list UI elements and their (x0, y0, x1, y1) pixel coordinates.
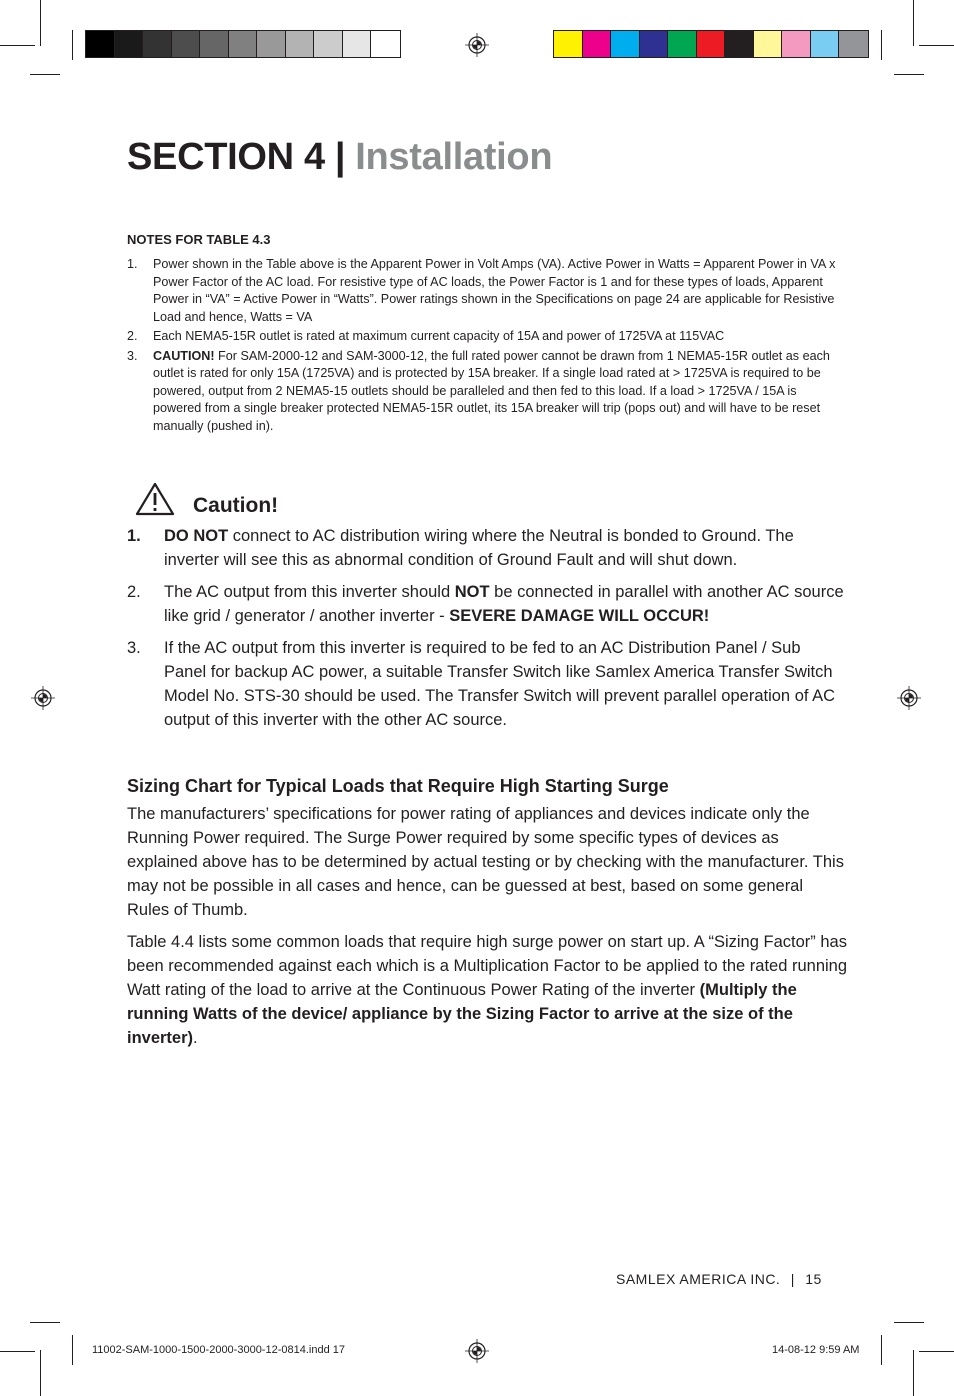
caution-list (127, 524, 847, 740)
sizing-paragraph-2-bold: (Multiply the running Watts of the device/ appliance by the Sizing Factor to arrive at the size of the inverter) (127, 981, 797, 1047)
page-footer (616, 1271, 822, 1287)
footer-separator: | (790, 1271, 795, 1287)
crop-mark-br-v (913, 1350, 914, 1396)
note-text (153, 348, 847, 436)
caution-text (164, 580, 847, 628)
note-number: 1. (127, 257, 138, 271)
caution-heading: Caution! (193, 494, 279, 517)
slug-date: 14-08-12 9:59 AM (772, 1344, 860, 1356)
footer-company: SAMLEX AMERICA INC. (616, 1271, 781, 1287)
process-color-swatch (640, 31, 669, 57)
crop-mark-tr-v (913, 0, 914, 46)
crop-mark-tr-h2 (894, 74, 924, 75)
gray-step-swatch (143, 31, 172, 57)
notes-heading: NOTES FOR TABLE 4.3 (127, 232, 271, 247)
title-separator: | (334, 136, 346, 178)
gray-step-swatch (229, 31, 258, 57)
crop-mark-bl-v2 (72, 1335, 73, 1365)
slug-filename: 11002-SAM-1000-1500-2000-3000-12-0814.indd 17 (92, 1344, 345, 1356)
gray-step-swatch (257, 31, 286, 57)
caution-emphasis: SEVERE DAMAGE WILL OCCUR! (449, 607, 710, 625)
process-color-bar (553, 30, 869, 58)
section-title: Installation (355, 136, 553, 178)
process-color-swatch (554, 31, 583, 57)
gray-step-swatch (115, 31, 144, 57)
gray-step-swatch (86, 31, 115, 57)
sizing-paragraph-2-end: . (193, 1029, 198, 1047)
crop-mark-bl-h2 (30, 1322, 60, 1323)
crop-mark-br-h2 (894, 1322, 924, 1323)
caution-lead: DO NOT (164, 527, 229, 545)
caution-number: 2. (127, 583, 141, 601)
crop-mark-br-h (919, 1351, 954, 1352)
caution-item (127, 636, 847, 732)
note-caution-text: For SAM-2000-12 and SAM-3000-12, the full rated power cannot be drawn from 1 NEMA5-15R outlet as each outlet is rated for only 15A (1725VA) and is protected by 15A breaker. If a single load rated at > 1725VA is required to be powered, output from 2 NEMA5-15 outlets should be paralleled and then fed to this load. If a load > 1725VA / 15A is powered from a single breaker protected NEMA5-15R outlet, its 15A breaker will trip (pops out) and will have to be reset manually (pushed in). (153, 348, 830, 433)
registration-mark-icon (465, 33, 489, 57)
crop-mark-tl-h2 (30, 74, 60, 75)
caution-body: connect to AC distribution wiring where the Neutral is bonded to Ground. The inverter will see this as abnormal condition of Ground Fault and will shut down. (164, 527, 794, 569)
sizing-paragraph-2 (127, 930, 847, 1050)
section-number: SECTION 4 (127, 136, 325, 178)
gray-step-swatch (343, 31, 372, 57)
note-text: Each NEMA5-15R outlet is rated at maximum current capacity of 15A and power of 1725VA at 115VAC (153, 329, 725, 343)
crop-mark-tl-h (0, 45, 35, 46)
caution-number: 1. (127, 527, 141, 545)
process-color-swatch (611, 31, 640, 57)
gray-step-swatch (172, 31, 201, 57)
process-color-swatch (583, 31, 612, 57)
process-color-swatch (754, 31, 783, 57)
note-caution-lead: CAUTION! (153, 348, 215, 363)
crop-mark-tl-v (40, 0, 41, 46)
registration-mark-icon (465, 1339, 489, 1363)
crop-mark-tr-v2 (881, 30, 882, 60)
page-number: 15 (805, 1271, 822, 1287)
process-color-swatch (839, 31, 868, 57)
process-color-swatch (782, 31, 811, 57)
crop-mark-br-v2 (881, 1335, 882, 1365)
caution-item (127, 524, 847, 572)
caution-item (127, 580, 847, 628)
gray-step-swatch (314, 31, 343, 57)
note-item (127, 348, 847, 436)
note-item (127, 328, 847, 346)
sizing-paragraph-1: The manufacturers’ specifications for power rating of appliances and devices indicate only the Running Power required. The Surge Power required by some specific types of devices as explained above has to be determined by actual testing or by checking with the manufacturer. This may not be possible in all cases and hence, can be guessed at best, based on some general Rules of Thumb. (127, 805, 844, 919)
note-number: 2. (127, 329, 138, 343)
process-color-swatch (697, 31, 726, 57)
note-text: Power shown in the Table above is the Apparent Power in Volt Amps (VA). Active Power in Watts = Apparent Power in VA x Power Factor of the AC load. For resistive type of AC loads, the Power Factor is 1 and for these types of loads, Apparent Power in “VA” = Active Power in “Watts”. Power ratings shown in the Specifications on page 24 are applicable for Resistive Load and hence, Watts = VA (153, 257, 836, 324)
process-color-swatch (811, 31, 840, 57)
crop-mark-bl-v (40, 1350, 41, 1396)
gray-step-swatch (286, 31, 315, 57)
gray-step-swatch (200, 31, 229, 57)
registration-mark-icon (31, 686, 55, 710)
sizing-paragraph-2-text: Table 4.4 lists some common loads that require high surge power on start up. A “Sizing Factor” has been recommended against each which is a Multiplication Factor to be applied to the rated running Watt rating of the load to arrive at the Continuous Power Rating of the inverter (127, 933, 848, 999)
gray-step-swatch (371, 31, 400, 57)
page-title (127, 136, 552, 179)
caution-number: 3. (127, 639, 141, 657)
registration-mark-icon (897, 686, 921, 710)
process-color-swatch (725, 31, 754, 57)
process-color-swatch (668, 31, 697, 57)
gray-step-bar (85, 30, 401, 58)
note-item (127, 256, 847, 326)
warning-triangle-icon (134, 481, 176, 517)
note-number: 3. (127, 348, 138, 363)
caution-emphasis: NOT (454, 583, 490, 601)
crop-mark-tr-h (919, 45, 954, 46)
crop-mark-tl-v2 (72, 30, 73, 60)
caution-text: If the AC output from this inverter is required to be fed to an AC Distribution Panel / Sub Panel for backup AC power, a suitable Transfer Switch like Samlex America Transfer Switch Model No. STS-30 should be used. The Transfer Switch will prevent parallel operation of AC output of this inverter with the other AC source. (164, 639, 836, 729)
sizing-heading: Sizing Chart for Typical Loads that Require High Starting Surge (127, 776, 669, 796)
notes-list (127, 256, 847, 437)
caution-text (164, 524, 847, 572)
caution-body: be connected in parallel with another AC source like grid / generator / another inverter - (164, 583, 844, 625)
caution-body: The AC output from this inverter should (164, 583, 455, 601)
crop-mark-bl-h (0, 1351, 35, 1352)
